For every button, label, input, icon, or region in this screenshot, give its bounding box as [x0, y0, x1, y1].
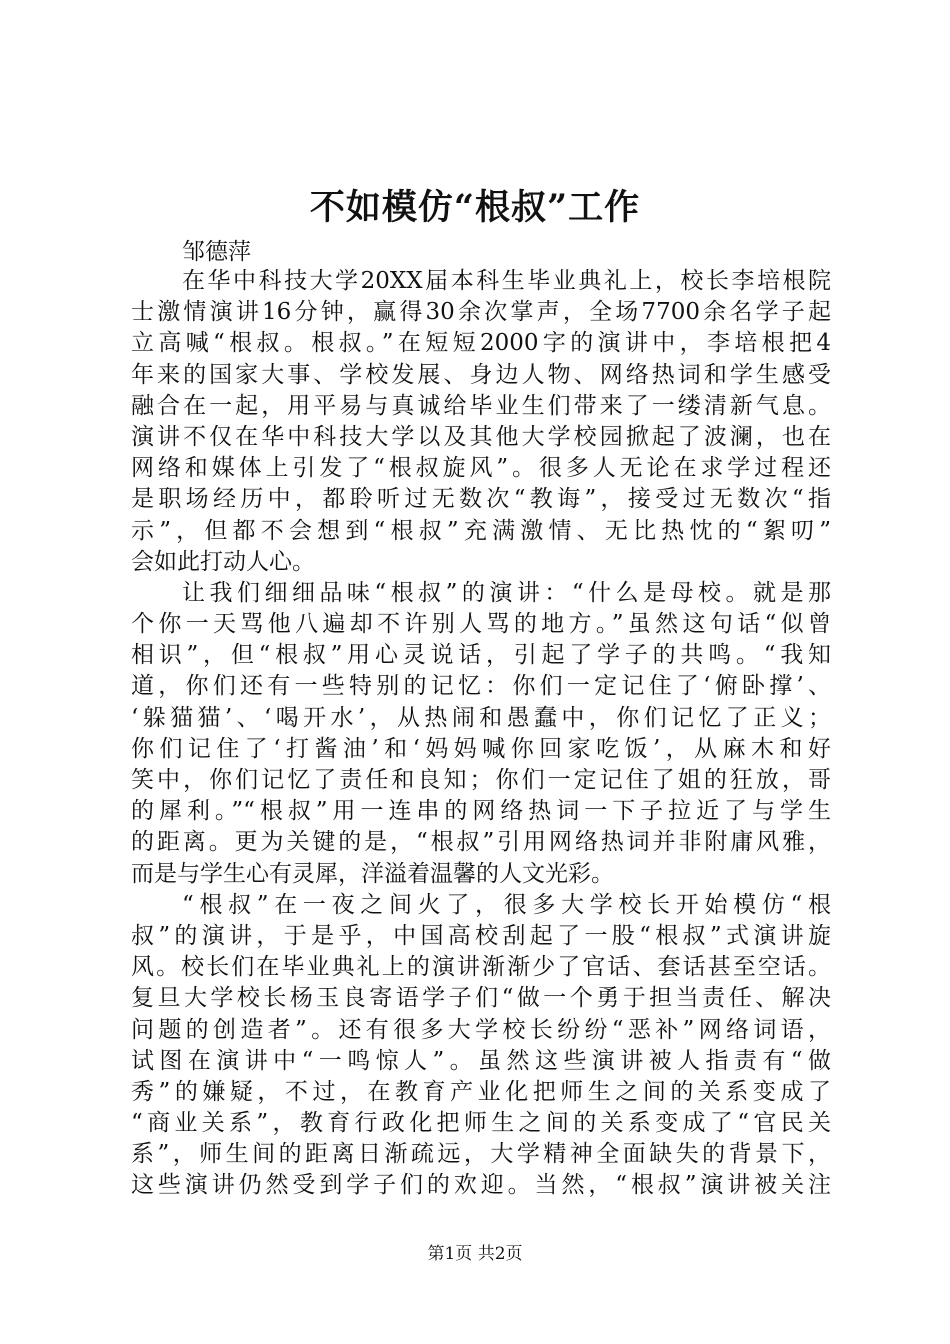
body-line: 叔”的演讲，于是乎，中国高校刮起了一股“根叔”式演讲旋: [131, 922, 831, 949]
body-line: 你们记住了‘打酱油’和‘妈妈喊你回家吃饭’，从麻木和好: [131, 735, 831, 762]
body-line: 士激情演讲16分钟，赢得30余次掌声，全场7700余名学子起: [131, 299, 831, 326]
body-line: 风。校长们在毕业典礼上的演讲渐渐少了官话、套话甚至空话。: [131, 954, 831, 981]
document-title: 不如模仿“根叔”工作: [309, 187, 641, 228]
body-line: 演讲不仅在华中科技大学以及其他大学校园掀起了波澜，也在: [131, 423, 831, 450]
body-line: 会如此打动人心。: [131, 548, 315, 575]
body-line: 是职场经历中，都聆听过无数次“教诲”，接受过无数次“指: [131, 486, 831, 513]
body-line: “商业关系”，教育行政化把师生之间的关系变成了“官民关: [131, 1110, 831, 1137]
document-body: [131, 266, 831, 1202]
body-line: 笑中，你们记忆了责任和良知；你们一定记住了姐的狂放，哥: [131, 767, 831, 793]
body-line: 道，你们还有一些特别的记忆：你们一定记住了‘俯卧撑’、: [131, 673, 831, 700]
body-line: 在华中科技大学20XX届本科生毕业典礼上，校长李培根院: [182, 268, 831, 294]
body-line: 让我们细细品味“根叔”的演讲：“什么是母校。就是那: [182, 579, 831, 606]
body-line: 网络和媒体上引发了“根叔旋风”。很多人无论在求学过程还: [131, 455, 831, 482]
body-line: 秀”的嫌疑，不过，在教育产业化把师生之间的关系变成了: [131, 1078, 831, 1105]
body-line: ‘躲猫猫’、‘喝开水’，从热闹和愚蠢中，你们记忆了正义；: [131, 704, 831, 731]
body-line: 这些演讲仍然受到学子们的欢迎。当然，“根叔”演讲被关注: [131, 1172, 831, 1199]
body-line: 复旦大学校长杨玉良寄语学子们“做一个勇于担当责任、解决: [131, 985, 831, 1012]
body-line: 而是与学生心有灵犀，洋溢着温馨的人文光彩。: [131, 860, 614, 887]
body-line: 融合在一起，用平易与真诚给毕业生们带来了一缕清新气息。: [131, 392, 831, 419]
body-line: 年来的国家大事、学校发展、身边人物、网络热词和学生感受: [131, 361, 831, 388]
body-line: “根叔”在一夜之间火了，很多大学校长开始模仿“根: [182, 891, 831, 918]
body-line: 问题的创造者”。还有很多大学校长纷纷“恶补”网络词语，: [131, 1016, 831, 1043]
page-number-footer: 第1页 共2页: [427, 1244, 523, 1264]
body-line: 试图在演讲中“一鸣惊人”。虽然这些演讲被人指责有“做: [131, 1047, 831, 1074]
body-line: 示”，但都不会想到“根叔”充满激情、无比热忱的“絮叨”: [131, 517, 831, 544]
body-line: 相识”，但“根叔”用心灵说话，引起了学子的共鸣。“我知: [131, 642, 831, 669]
body-line: 立高喊“根叔。根叔。”在短短2000字的演讲中，李培根把4: [131, 330, 831, 357]
author-name: 邹德萍: [182, 239, 251, 265]
body-line: 的距离。更为关键的是，“根叔”引用网络热词并非附庸风雅，: [131, 829, 831, 856]
body-line: 系”，师生间的距离日渐疏远，大学精神全面缺失的背景下，: [131, 1141, 831, 1168]
body-line: 的犀利。”“根叔”用一连串的网络热词一下子拉近了与学生: [131, 798, 831, 825]
body-line: 个你一天骂他八遍却不许别人骂的地方。”虽然这句话“似曾: [131, 611, 831, 638]
